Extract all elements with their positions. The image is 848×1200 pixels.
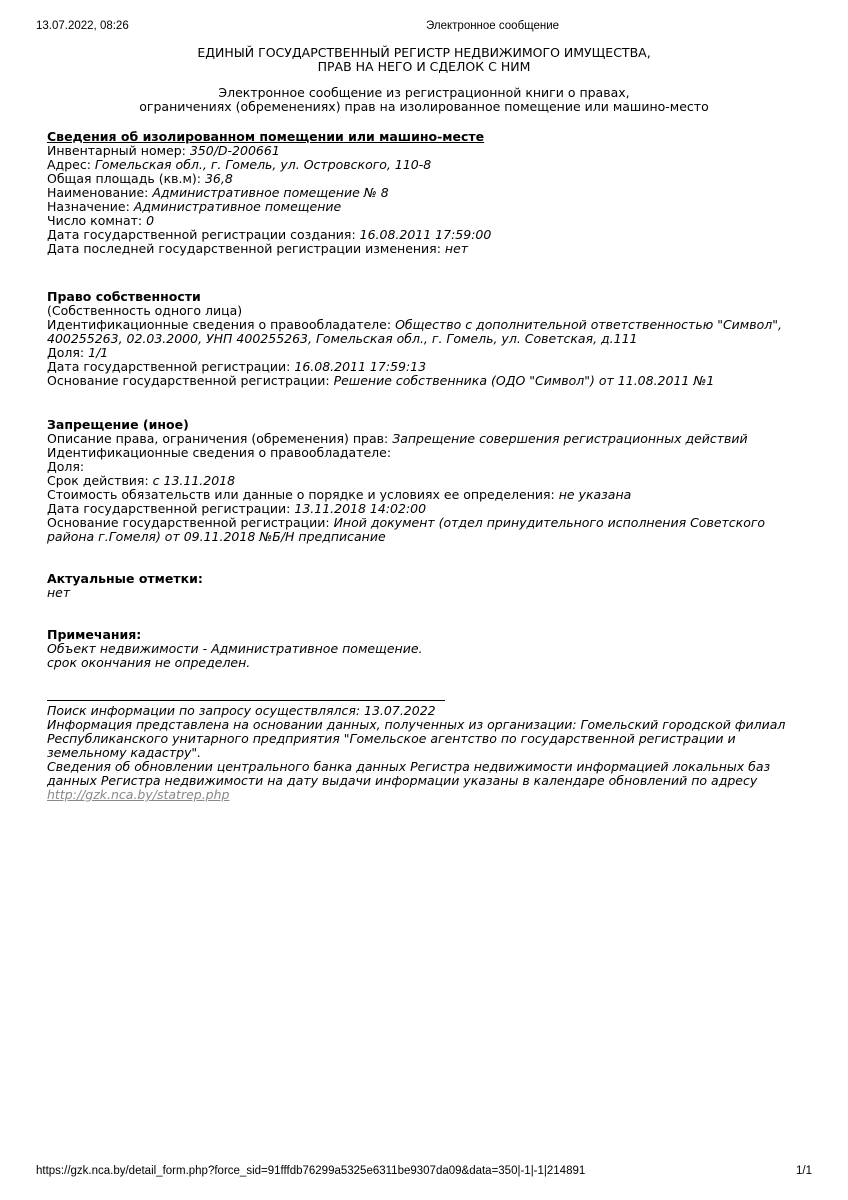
registry-subtitle-line2: ограничениях (обременениях) прав на изолированное помещение или машино-место [139,99,709,114]
field-value: Гомельская обл., г. Гомель, ул. Островского, 110-8 [94,157,432,172]
note-line-object: Объект недвижимости - Административное помещение. [47,641,423,656]
print-header [36,20,812,33]
field-row-purpose [47,200,801,214]
note-line-term: срок окончания не определен. [47,655,251,670]
section-prohibition [47,418,801,544]
field-label: Стоимость обязательств или данные о порядке и условиях ее определения: [47,487,555,502]
divider-line [47,700,445,701]
ownership-type-line: (Собственность одного лица) [47,303,243,318]
field-row-validity-period [47,474,801,488]
field-label: Наименование: [47,185,149,200]
info-update-line: Сведения об обновлении центрального банка данных Регистра недвижимости информацией локальных баз данных Регистра недвижимости на дату выдачи информации указаны в календаре обновлений по адресу [47,759,771,788]
field-value: 1/1 [88,345,109,360]
field-value: 36,8 [204,171,233,186]
field-label: Описание права, ограничения (обременения) прав: [47,431,389,446]
registry-title-line2: ПРАВ НА НЕГО И СДЕЛОК С НИМ [317,59,531,74]
field-label: Основание государственной регистрации: [47,373,330,388]
section-heading-ownership: Право собственности [47,289,201,304]
field-row-reg-date [47,502,801,516]
section-heading-property: Сведения об изолированном помещении или машино-месте [47,129,485,144]
section-ownership [47,290,801,388]
field-value: 16.08.2011 17:59:13 [294,359,427,374]
field-label: Число комнат: [47,213,143,228]
field-value: 13.11.2018 14:02:00 [294,501,427,516]
field-label: Дата государственной регистрации создания: [47,227,356,242]
print-footer-url: https://gzk.nca.by/detail_form.php?force_sid=91fffdb76299a5325e6311be9307da09&data=350|-1|-1|214891 [36,1165,586,1177]
field-row-inventory-number [47,144,801,158]
field-value: Иной документ (отдел принудительного исполнения Советского района г.Гомеля) от 09.11.2018 №Б/Н предписание [47,515,766,544]
field-label: Дата последней государственной регистрации изменения: [47,241,441,256]
request-info-block [47,700,801,802]
section-notes [47,628,801,670]
field-row-last-change-reg-date [47,242,801,256]
field-value: 16.08.2011 17:59:00 [359,227,492,242]
registry-subtitle [47,86,801,114]
field-row-creation-reg-date [47,228,801,242]
field-value: Административное помещение [133,199,342,214]
field-label: Идентификационные сведения о правообладателе: [47,317,392,332]
field-label: Адрес: [47,157,91,172]
marks-value: нет [47,585,71,600]
field-label: Общая площадь (кв.м): [47,171,201,186]
section-heading-notes: Примечания: [47,627,142,642]
field-label: Назначение: [47,199,130,214]
field-row-address [47,158,801,172]
print-footer [36,1165,812,1178]
field-value: 350/D-200661 [189,143,280,158]
print-header-timestamp: 13.07.2022, 08:26 [36,20,129,32]
info-source-line: Информация представлена на основании данных, полученных из организации: Гомельский городской филиал Республиканского унитарного предприятия "Гомельское агентство по государственной регистрации и земельному кадастру". [47,717,786,760]
document-content [47,46,801,802]
field-value: не указана [558,487,632,502]
registry-subtitle-line1: Электронное сообщение из регистрационной книги о правах, [218,85,630,100]
info-search-line: Поиск информации по запросу осуществлялся: 13.07.2022 [47,703,436,718]
field-row-room-count [47,214,801,228]
field-value: Административное помещение № 8 [152,185,389,200]
field-row-reg-basis [47,374,801,388]
field-value: 0 [146,213,155,228]
statrep-link[interactable]: http://gzk.nca.by/statrep.php [47,787,230,802]
field-label: Основание государственной регистрации: [47,515,330,530]
section-heading-marks: Актуальные отметки: [47,571,203,586]
field-label: Дата государственной регистрации: [47,359,291,374]
field-value: Общество с дополнительной ответственностью "Символ", 400255263, 02.03.2000, УНП 400255263, Гомельская обл., г. Гомель, ул. Советская, д.111 [47,317,782,346]
field-label: Доля: [47,459,85,474]
field-row-obligation-value [47,488,801,502]
field-value: с 13.11.2018 [152,473,236,488]
field-row-name [47,186,801,200]
field-row-share [47,346,801,360]
field-row-share [47,460,801,474]
field-value: нет [444,241,469,256]
section-current-marks [47,572,801,600]
section-heading-prohibition: Запрещение (иное) [47,417,189,432]
registry-title-line1: ЕДИНЫЙ ГОСУДАРСТВЕННЫЙ РЕГИСТР НЕДВИЖИМОГО ИМУЩЕСТВА, [197,45,651,60]
field-row-rightholder [47,446,801,460]
field-row-reg-date [47,360,801,374]
registry-title [47,46,801,74]
field-value: Запрещение совершения регистрационных действий [392,431,748,446]
field-label: Дата государственной регистрации: [47,501,291,516]
field-label: Инвентарный номер: [47,143,186,158]
field-row-right-description [47,432,801,446]
field-row-rightholder [47,318,801,346]
field-value: Решение собственника (ОДО "Символ") от 11.08.2011 №1 [333,373,715,388]
field-row-total-area [47,172,801,186]
field-row-reg-basis [47,516,801,544]
field-label: Срок действия: [47,473,149,488]
section-property-info [47,130,801,256]
print-header-title: Электронное сообщение [426,20,560,32]
field-label: Доля: [47,345,85,360]
print-footer-page-number: 1/1 [796,1165,812,1177]
field-label: Идентификационные сведения о правообладателе: [47,445,392,460]
